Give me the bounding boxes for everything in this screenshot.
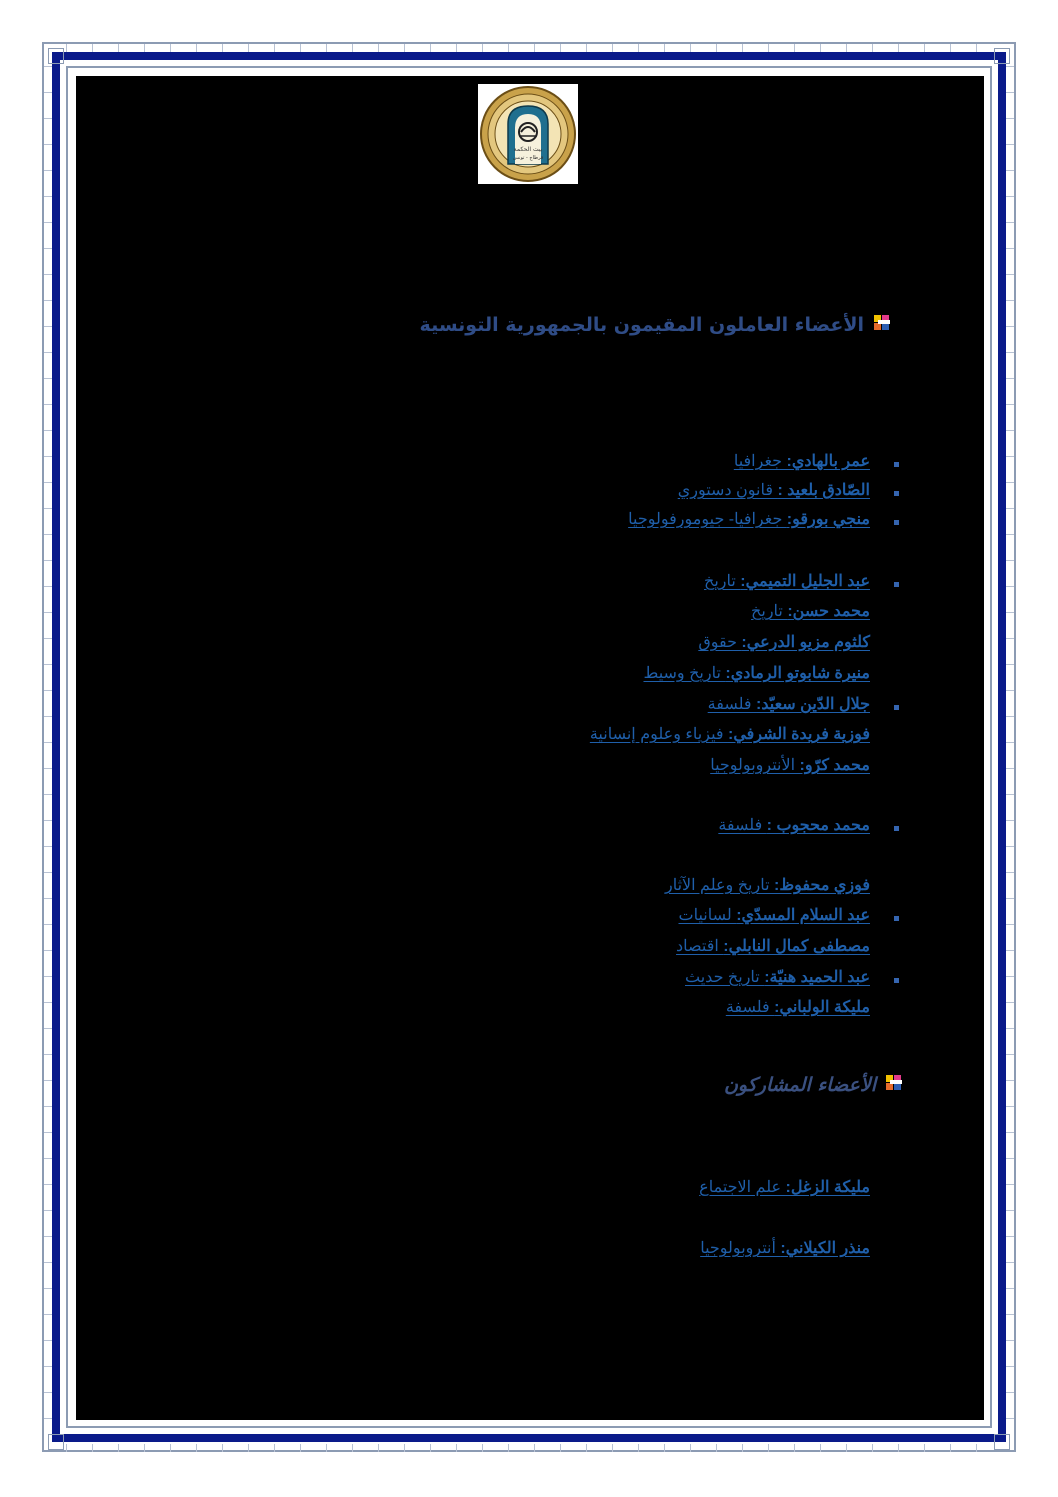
member-entry[interactable]: جلال الدّين سعيّد: فلسفة (707, 696, 870, 713)
list-bullet (894, 916, 899, 921)
member-entry[interactable]: كلثوم مزيو الدرعي: حقوق (698, 634, 870, 651)
member-entry[interactable]: مليكة الولباني: فلسفة (725, 999, 870, 1016)
list-bullet (894, 978, 899, 983)
svg-text:قرطاج - تونس: قرطاج - تونس (512, 155, 544, 161)
list-bullet (894, 705, 899, 710)
resident-members-heading (420, 314, 892, 337)
list-bullet (894, 520, 899, 525)
member-entry[interactable]: الصّادق بلعيد : قانون دستوري (677, 482, 870, 499)
colored-squares-icon (872, 314, 892, 337)
member-entry[interactable]: عبد الجليل التميمي: تاريخ (704, 573, 870, 590)
colored-squares-icon (884, 1074, 904, 1097)
border-corner-br (994, 1434, 1010, 1450)
beit-al-hikma-seal (478, 84, 578, 184)
member-entry[interactable]: محمد كرّو: الأنتروبولوجيا (710, 757, 870, 774)
member-entry[interactable]: منيرة شابوتو الرمادي: تاريخ وسيط (643, 665, 870, 682)
list-bullet (894, 826, 899, 831)
member-entry[interactable]: محمد حسن: تاريخ (751, 603, 870, 620)
page-body (76, 76, 984, 1420)
border-corner-tr (994, 48, 1010, 64)
member-entry[interactable]: عبد الحميد هنيّة: تاريخ حديث (685, 969, 870, 986)
border-ticks-bottom (66, 1444, 992, 1452)
border-corner-tl (48, 48, 64, 64)
border-corner-bl (48, 1434, 64, 1450)
participant-entry[interactable]: مليكة الزغل: علم الاجتماع (699, 1179, 870, 1196)
member-entry[interactable]: منجي بورقو: جغرافيا- جيومورفولوجيا (628, 511, 870, 528)
svg-text:بيت الحكمة: بيت الحكمة (513, 146, 543, 153)
participant-entry[interactable]: منذر الكيلاني: أنتروبولوجيا (700, 1240, 870, 1257)
resident-members-heading-text: الأعضاء العاملون المقيمون بالجمهورية التونسية (419, 314, 864, 336)
participating-members-heading-text: الأعضاء المشاركون (723, 1074, 876, 1096)
list-bullet (894, 582, 899, 587)
member-entry[interactable]: عبد السلام المسدّي: لسانيات (678, 907, 870, 924)
border-ticks-left (44, 66, 52, 1428)
seal-emblem-icon (478, 84, 578, 184)
participating-members-heading (724, 1074, 904, 1097)
border-ticks-top (66, 44, 992, 52)
list-bullet (894, 462, 899, 467)
list-bullet (894, 491, 899, 496)
member-entry[interactable]: محمد محجوب : فلسفة (718, 817, 870, 834)
member-entry[interactable]: عمر بالهادي: جغرافيا (733, 453, 870, 470)
member-entry[interactable]: فوزية فريدة الشرفي: فيزياء وعلوم إنسانية (589, 726, 870, 743)
member-entry[interactable]: مصطفى كمال النابلي: اقتصاد (676, 938, 870, 955)
member-entry[interactable]: فوزي محفوظ: تاريخ وعلم الآثار (664, 877, 870, 894)
border-ticks-right (1006, 66, 1014, 1428)
